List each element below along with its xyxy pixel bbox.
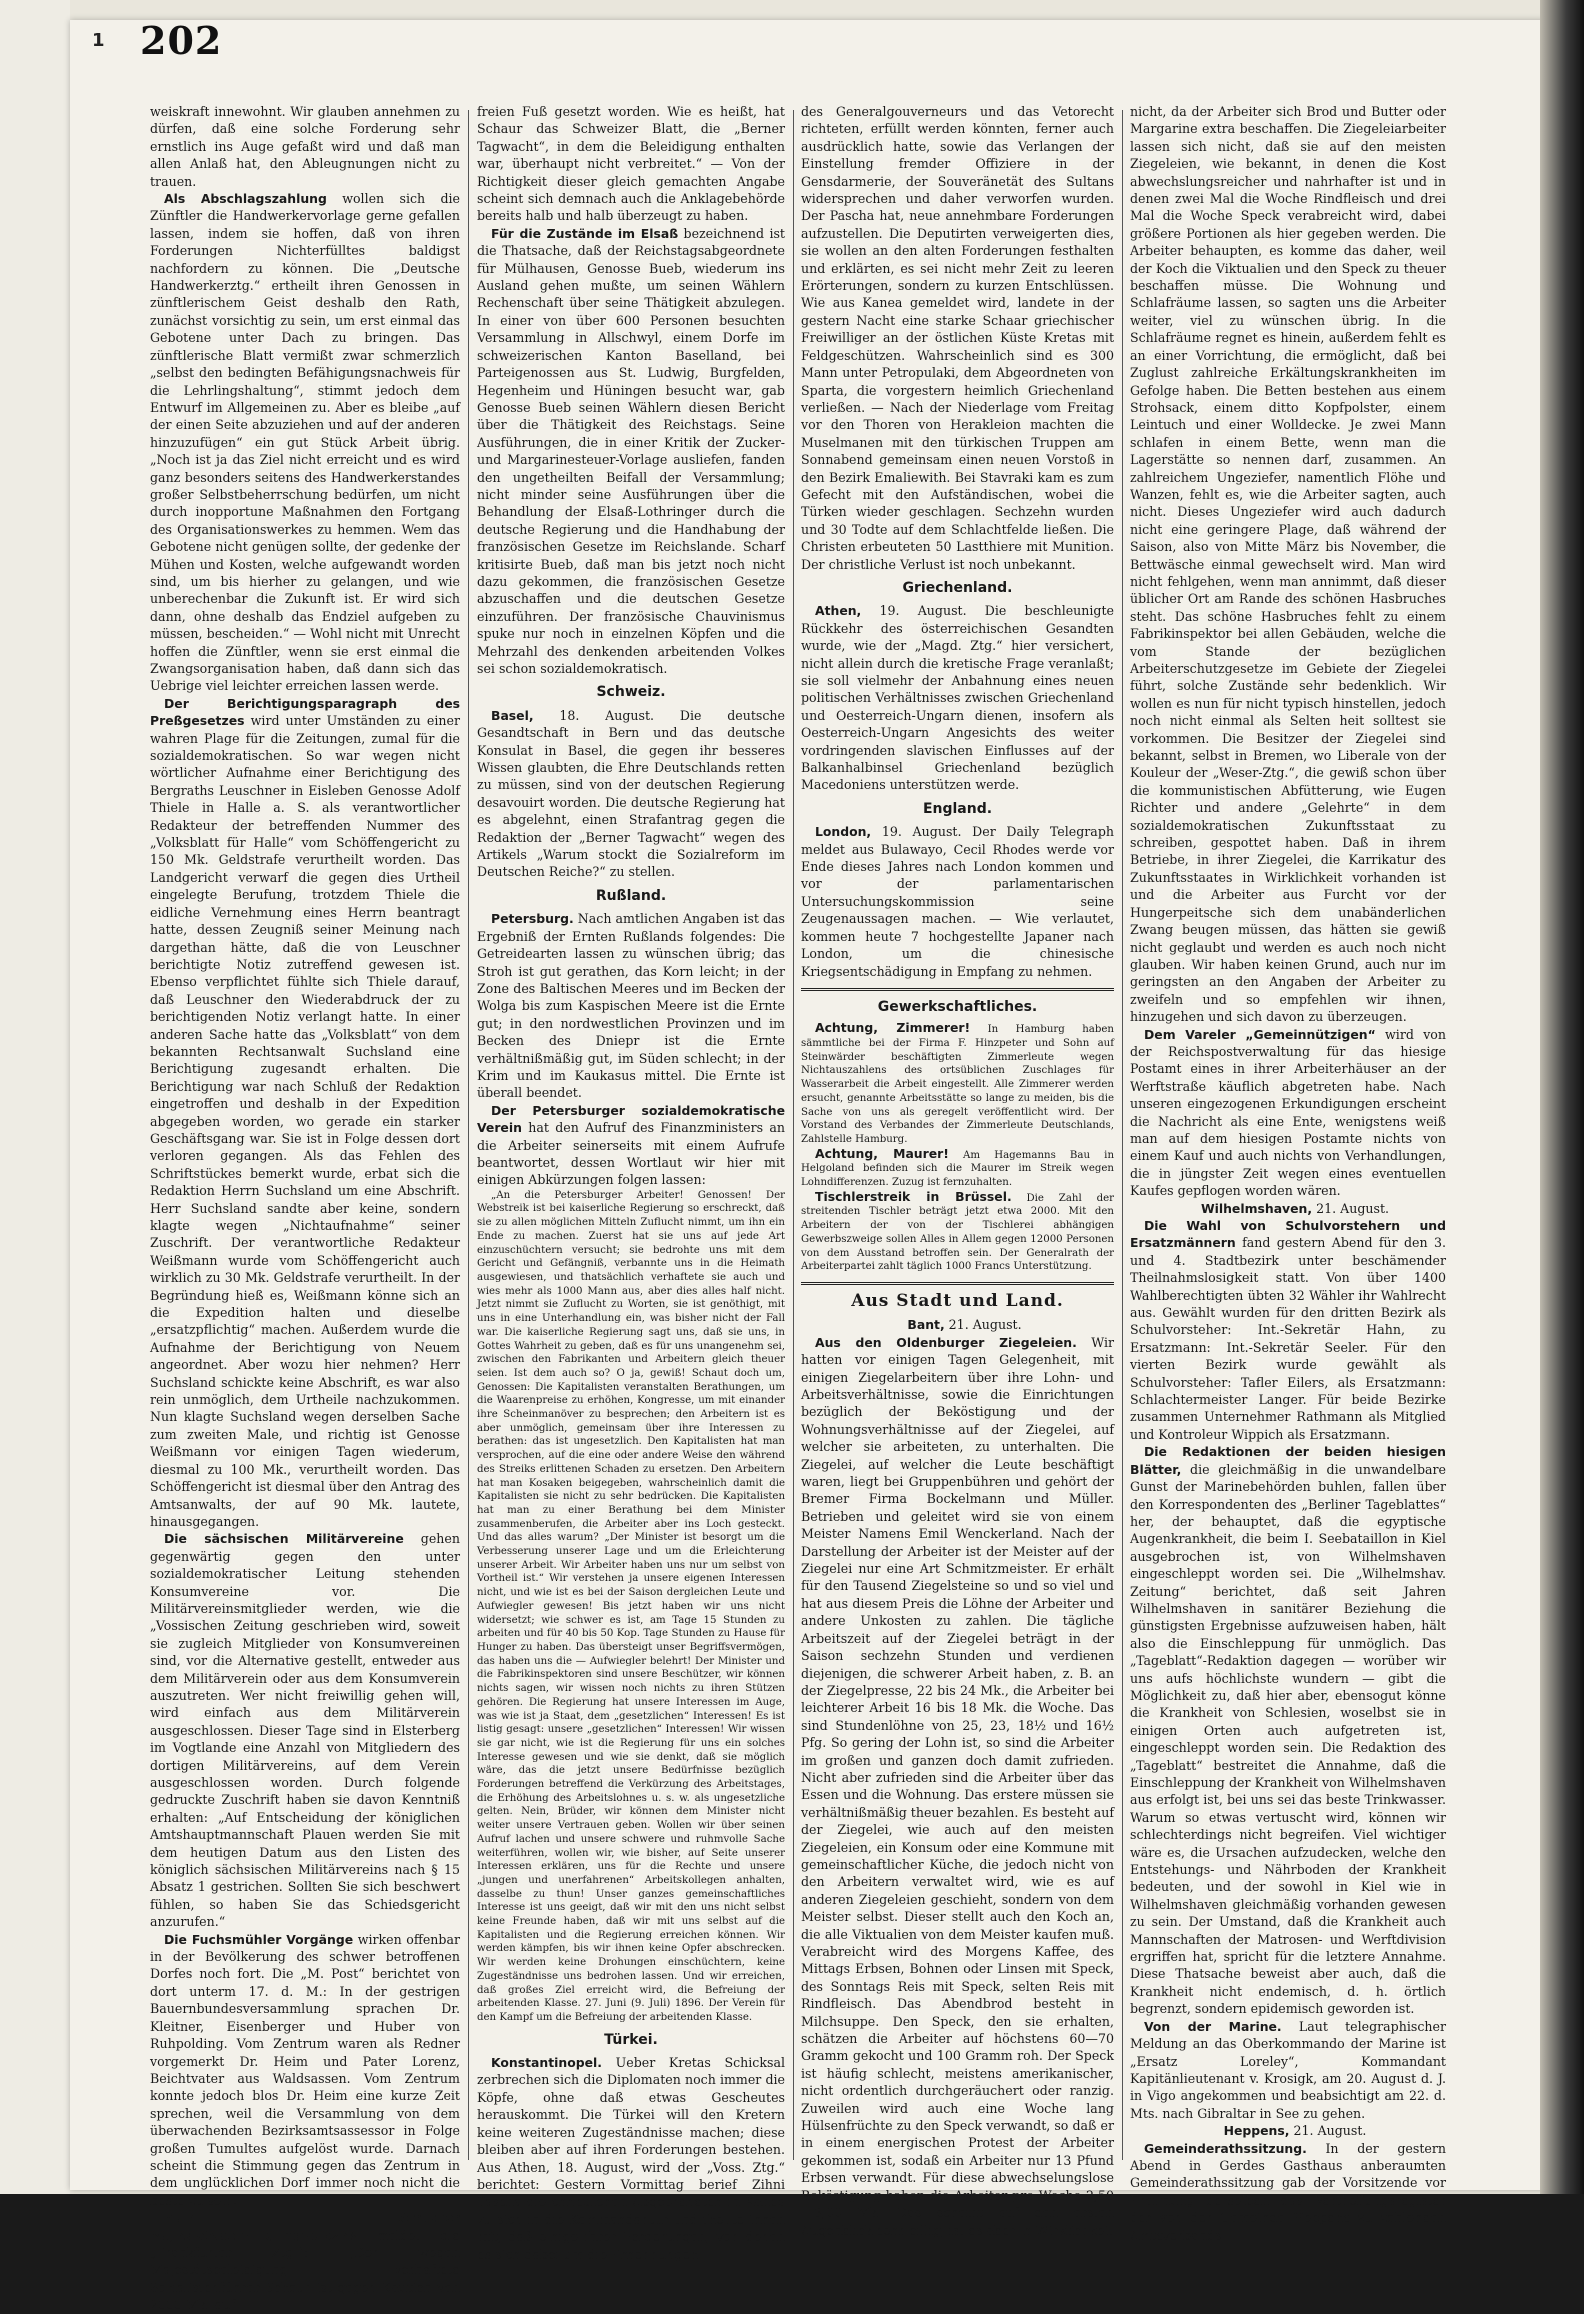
article-paragraph: [1130, 2018, 1446, 2122]
article-text: 18. August. Die deutsche Gesandtschaft in Bern und das deutsche Konsulat in Basel, die gegen ihr besseres Wissen glaubten, die Ehre Deutschlands retten zu müssen, sind von der deutschen Regierung desavouirt worden. Die deutsche Regierung hat es abgelehnt, einen Strafantrag gegen die Redaktion der „Berner Tagwacht“ wegen des Artikels „Warum stockt die Sozialreform im Deutschen Reiche?“ zu stellen.: [477, 707, 785, 880]
article-text: 19. August. Die beschleunigte Rückkehr des österreichischen Gesandten wurde, wie der „Magd. Ztg.“ hier versichert, nicht allein durch die kretische Frage veranlaßt; sie soll vielmehr der Anbahnung eines neuen politischen Verhältnisses zwischen Griechenland und Oesterreich-Ungarn dienen, insofern als Oesterreich-Ungarn Angesichts des weiter vordringenden slavischen Einflusses auf der Balkanhalbinsel Griechenland bezüglich Macedoniens unterstützen werde.: [801, 603, 1114, 793]
notice-lead: Achtung, Maurer!: [815, 1145, 949, 1161]
dateline-date: 21. August.: [1316, 1200, 1390, 1216]
dateline: [1130, 1200, 1446, 1217]
dateline-place: Wilhelmshaven,: [1200, 1200, 1313, 1216]
column-rule: [1122, 110, 1123, 2160]
notice-text: Am Hagemanns Bau in Helgoland befinden sich die Maurer im Streik wegen Lohndifferenzen. Zuzug ist fernzuhalten.: [801, 1149, 1115, 1189]
article-text: Laut telegraphischer Meldung an das Oberkommando der Marine ist „Ersatz Loreley“, Kommandant Kapitänlieutenant v. Krosigk, am 20. August d. J. in Vigo angekommen und beabsichtigt am 22. d. Mts. nach Gibraltar in See zu gehen.: [1130, 2018, 1446, 2121]
dateline-date: 21. August.: [1293, 2123, 1367, 2139]
article-text: Nach amtlichen Angaben ist das Ergebniß der Ernten Rußlands folgendes: Die Getreidearten lassen zu wünschen übrig; das Stroh ist gut gerathen, das Korn leicht; in der Zone des Baltischen Meeres und im Becken der Wolga bis zum Kaspischen Meere ist die Ernte gut; in den nordwestlichen Provinzen und im Becken des Dniepr ist die Ernte verhältnißmäßig gut, im Süden schlecht; in der Krim und im Kaukasus mittel. Die Ernte ist überall beendet.: [477, 911, 785, 1101]
section-heading-griechenland: Griechenland.: [902, 579, 1013, 596]
section-heading-schweiz: Schweiz.: [596, 684, 666, 701]
article-lead: Die Redaktionen der beiden hiesigen Blätter,: [1130, 1444, 1446, 1477]
article-text: hat den Aufruf des Finanzministers an die Arbeiter seinerseits mit einem Aufrufe beantwortet, dessen Wortlaut wir hier mit einigen Abkürzungen folgen lassen:: [477, 1120, 785, 1188]
section-heading-stadt-und-land: Aus Stadt und Land.: [851, 1290, 1064, 1311]
article-paragraph: [477, 2054, 785, 2263]
dateline-place: Heppens,: [1223, 2123, 1290, 2139]
scan-dark-edge: [1540, 0, 1584, 2194]
article-text: wird von der Reichspostverwaltung für das hiesige Postamt eines in ihrer Arbeiterhäuser an der Werftstraße käuflich abgetreten habe. Nach unseren eingezogenen Erkundigungen erscheint die Nachricht als eine Ente, wenigstens weiß man auf dem hiesigen Postamte nichts von einem Kauf und auch nichts von Verhandlungen, die in jüngster Zeit wegen eines eventuellen Kaufes gepflogen worden wären.: [1130, 1026, 1447, 1199]
article-lead: Die sächsischen Militärvereine: [164, 1531, 404, 1547]
column-rule: [793, 110, 794, 2160]
notice-lead: Achtung, Zimmerer!: [815, 1020, 971, 1036]
article-text: wird unter Umständen zu einer wahren Plage für die Zeitungen, zumal für die sozialdemokratischen. So war wegen nicht wörtlicher Aufnahme einer Berichtigung des Bergraths Leuschner in Eisleben Genosse Adolf Thiele in Halle a. S. als verantwortlicher Redakteur der betreffenden Nummer des „Volksblatt für Halle“ vom Schöffengericht zu 150 Mk. Geldstrafe verurtheilt worden. Das Landgericht verwarf die gegen dies Urtheil eingelegte Berufung, trotzdem Thiele die eidliche Vernehmung eines Herrn beantragt hatte, dessen Zeugniß seiner Meinung nach dargethan hätte, daß die von Leuschner berichtigte Notiz zutreffend gewesen ist. Ebenso verpflichtet fühlte sich Thiele darauf, daß Leuschner den Wiederabdruck der zu berichtigenden Notiz verlangt hatte. In einer anderen Sache hatte das „Volksblatt“ von dem bekannten Rechtsanwalt Suchsland eine Berichtigung zugesandt erhalten. Die Berichtigung war nach Schluß der Redaktion eingetroffen und deshalb in der Expedition abgegeben worden, wo gerade ein starker Geschäftsgang war. Sie ist in Folge dessen dort verloren gegangen. Als das Fehlen des Schriftstückes bemerkt wurde, erbat sich die Redaktion Herrn Suchsland um eine Abschrift. Herr Suchsland sandte aber keine, sondern klagte wegen „Nichtaufnahme“ seiner Zuschrift. Der verantwortliche Redakteur Weißmann wurde vom Schöffengericht auch wirklich zu 30 Mk. Geldstrafe verurtheilt. In der Begründung hieß es, Weißmann könne sich an die Expedition halten und dieselbe „ersatzpflichtig“ machen. Außerdem wurde die Aufnahme der Berichtigung von Neuem angeordnet. Aber wozu hier nehmen? Herr Suchsland schickte keine Abschrift, es war also rein unmöglich, dem Urtheile nachzukommen. Nun klagte Suchsland wegen derselben Sache zum zweiten Male, und richtig ist Genosse Weißmann vor einigen Tagen wiederum, diesmal zu 100 Mk., verurtheilt worden. Das Schöffengericht ist diesmal über den Antrag des Amtsanwalts, der auf 90 Mk. lautete, hinausgegangen.: [150, 713, 460, 1529]
article-lead: Von der Marine.: [1144, 2018, 1282, 2034]
notice-paragraph: [801, 1021, 1114, 1146]
column-3: [801, 103, 1115, 2238]
article-paragraph: [801, 823, 1114, 980]
article-paragraph: [477, 910, 785, 1101]
column-2: [477, 103, 785, 2262]
article-text: Wir hatten vor einigen Tagen Gelegenheit, mit einigen Ziegelarbeitern über ihre Lohn- und Arbeitsverhältnisse, sowie die Einrichtungen bezüglich der Beköstigung und der Wohnungsverhältnisse auf der Ziegelei, auf welcher sie arbeiteten, zu unterhalten. Die Ziegelei, auf welcher die Leute beschäftigt waren, liegt bei Gruppenbühren und gehört der Bremer Firma Bockelmann und Müller. Betrieben und geleitet wird sie von einem Meister Namens Emil Wenckerland. Nach der Darstellung der Arbeiter ist der Meister auf der Ziegelei nur eine Art Schmitzmeister. Er erhält für den Tausend Ziegelsteine so und so viel und hat aus diesem Preis die Löhne der Arbeiter und andere Unkosten zu zahlen. Die tägliche Arbeitszeit auf der Ziegelei beträgt in der Saison sechzehn Stunden und verdienen diejenigen, die schwerer Arbeit haben, z. B. an der Ziegelpresse, 22 bis 24 Mk., die Arbeiter bei leichterer Arbeit 16 bis 18 Mk. die Woche. Das sind Stundenlöhne von 25, 23, 18½ und 16½ Pfg. So gering der Lohn ist, so sind die Arbeiter im großen und ganzen doch damit zufrieden. Nicht aber zufrieden sind die Arbeiter über das Essen und die Wohnung. Das erstere müssen sie verhältnißmäßig theuer bezahlen. Es besteht auf der Ziegelei, wie auch auf den meisten Ziegeleien, ein Konsum oder eine Kommune mit gemeinschaftlicher Küche, die jedoch nicht von den Arbeitern verwaltet wird, wie es auf anderen Ziegeleien geschieht, sondern von dem Meister selbst. Dieser stellt auch den Koch an, die alle Viktualien von dem Meister kaufen muß. Verabreicht wird des Morgens Kaffee, des Mittags Erbsen, Bohnen oder Linsen mit Speck, des Sonntags Reis mit Speck, selten Reis mit Rindfleisch. Das Abendbrod besteht in Milchsuppe. Den Speck, den sie erhalten, schätzen die Arbeiter auf höchstens 60—70 Gramm gekocht und 100 Gramm roh. Der Speck ist häufig schlecht, meistens amerikanischer, nicht ordentlich durchgeräuchert oder ranzig. Zuweilen wird auch eine Woche lang Hülsenfrüchte zu den Speck verwandt, so daß er in einem energischen Protest der Arbeiter gekommen ist, sodaß ein Arbeiter nur 13 Pfund Erbsen verwandt. Für diese abwechselungslose Beköstigung haben die Arbeiter pro Woche 2,50—3,00 Mk. Das scheint auf den ersten Augenblick sehr billig, ist es aber in Wirklichkeit: [801, 1334, 1114, 2238]
section-heading-gewerkschaftliches: Gewerkschaftliches.: [877, 998, 1038, 1015]
section-heading-england: England.: [922, 800, 993, 817]
article-paragraph: [1130, 1443, 1446, 2017]
column-1: [150, 103, 461, 2313]
article-text: die gleichmäßig in die unwandelbare Gunst der Marinebehörden buhlen, fallen über den Korrespondenten des „Berliner Tageblattes“ her, der behauptet, daß die egyptische Augenkrankheit, die beim I. Seebataillon in Kiel ausgebrochen ist, von Wilhelmshaven eingeschleppt worden sei. Die „Wilhelmshav. Zeitung“ berichtet, daß seit Jahren Wilhelmshaven in sanitärer Beziehung die günstigsten Ergebnisse aufzuweisen haben, hält also die Einschleppung für unmöglich. Das „Tageblatt“-Redaktion dagegen — worüber wir uns aufs höchlichste wundern — gibt die Möglichkeit zu, daß hier aber, ebensogut könne die Krankheit von Schlesien, woselbst sie in einigen Orten auch aufgetreten ist, eingeschleppt worden sein. Die Redaktion des „Tageblatt“ bestreitet die Annahme, daß die Einschleppung der Krankheit von Wilhelmshaven aus erfolgt ist, bei uns sei das beste Trinkwasser. Warum so etwas vertuscht wird, können wir schlechterdings nicht begreifen. Viel wichtiger wäre es, die Ursachen aufzudecken, welche den Entstehungs- und Nährboden der Krankheit bedeuten, und der sowohl in Kiel wie in Wilhelmshaven gleichmäßig vorhanden gewesen zu sein. Der Umstand, daß die Krankheit auch Mannschaften der Matrosen- und Werftdivision ergriffen hat, spricht für die letztere Annahme. Diese Thatsache beweist aber auch, daß die Krankheit nicht endemisch, d. h. örtlich begrenzt, sondern epidemisch geworden ist.: [1130, 1461, 1446, 2017]
article-text: wollen sich die Zünftler die Handwerkervorlage gerne gefallen lassen, indem sie hoffen, daß von ihren Forderungen Nichterfülltes baldigst nachfordern zu können. Die „Deutsche Handwerkerztg.“ ertheilt ihren Genossen in zünftlerischem Geist deshalb den Rath, zunächst vorsichtig zu sein, um erst einmal das Gebotene unter Dach zu bringen. Das zünftlerische Blatt vermißt zwar schmerzlich „selbst den bedingten Befähigungsnachweis für die Lehrlingshaltung“, stimmt jedoch dem Entwurf im Allgemeinen zu. Aber es bleibe „auf der einen Seite abzuziehen und auf der anderen hinzuzufügen“ ein gut Stück Arbeit übrig. „Noch ist ja das Ziel nicht erreicht und es wird ganz besonders seitens des Handwerkerstandes großer Selbstbeherrschung bedürfen, um nicht durch inopportune Maßnahmen den Fortgang des Organisationswerkes zu hemmen. Wem das Gebotene nicht genügen sollte, der gedenke der Mühen und Kosten, welche aufgewandt worden sind, um bis hierher zu gelangen, und wie unberechenbar die Zukunft ist. Er wird sich dann, ohne deshalb das Endziel aufgeben zu müssen, bescheiden.“ — Wohl nicht mit Unrecht hoffen die Zünftler, wenn sie erst einmal die Zwangsorganisation haben, daß dann sich das Uebrige viel leichter erreichen lassen werde.: [150, 191, 461, 694]
article-paragraph: [1130, 2140, 1446, 2244]
article-lead: Der Petersburger sozialdemokratische Verein: [477, 1102, 785, 1136]
article-lead: Die Wahl von Schulvorstehern und Ersatzmännern: [1130, 1218, 1446, 1251]
dateline-place: Bant,: [907, 1317, 945, 1333]
article-paragraph: [477, 225, 785, 678]
article-text: In der gestern Abend in Gerdes Gasthaus anberaumten Gemeinderathssitzung gab der Vorsitzende vor Eröffnung derselben das Vertheilungsregister der von der Gemeinde Heppens zu zahlenden Amtsverbands-: [1130, 2140, 1446, 2243]
article-lead: Die Fuchsmühler Vorgänge: [164, 1931, 354, 1947]
article-lead: Gemeinderathssitzung.: [1144, 2140, 1307, 2156]
article-paragraph: des Generalgouverneurs und das Vetorecht richteten, erfüllt werden könnten, ferner auch ausdrücklich hatte, sowie das Verlangen der Einstellung fremder Offiziere in der Gensdarmerie, der Souveränetät des Sultans widersprechen und daher verworfen wurden. Der Pascha hat, neue annehmbare Forderungen aufzustellen. Die Deputirten verweigerten dies, sie wollen an den alten Forderungen festhalten und erklärten, es sei nicht mehr Zeit zu leeren Erörterungen, sondern zu kurzen Entschlüssen. Wie aus Kanea gemeldet wird, landete in der gestern Nacht eine starke Schaar griechischer Freiwilliger an der östlichen Küste Kretas mit Feldgeschützen. Wahrscheinlich sind es 300 Mann unter Petropulaki, dem Abgeordneten von Sparta, die vorgestern heimlich Griechenland verließen. — Nach der Niederlage vom Freitag vor den Thoren von Herakleion machten die Muselmanen mit den türkischen Truppen am Sonnabend gemeinsam einen neuen Vorstoß in den Bezirk Emaliewith. Bei Stavraki kam es zum Gefecht mit den Aufständischen, wobei die Türken wieder geschlagen. Sechzehn wurden und 30 Todte auf dem Schlachtfelde ließen. Die Christen erbeuteten 50 Lastthiere mit Munition. Der christliche Verlust ist noch unbekannt.: [801, 104, 1114, 572]
page-number: 202: [140, 18, 223, 63]
scan-left-margin: [0, 0, 70, 2194]
article-lead: Als Abschlagszahlung: [164, 191, 327, 207]
article-text: gehen gegenwärtig gegen den unter sozialdemokratischer Leitung stehenden Konsumvereine vor. Die Militärvereinsmitglieder werden, wie die „Vossischen Zeitung geschrieben wird, soweit sie zugleich Mitglieder von Konsumvereinen sind, vor die Alternative gestellt, entweder aus dem Militärverein oder aus dem Konsumverein auszutreten. Wer nicht freiwillig gehen will, wird einfach aus dem Militärverein ausgeschlossen. Dieser Tage sind in Elsterberg im Vogtlande eine Anzahl von Mitgliedern des dortigen Militärvereins, auf dem Verein ausgeschlossen worden. Durch folgende gedruckte Zuschrift haben sie davon Kenntniß erhalten: „Auf Entscheidung der königlichen Amtshauptmannschaft Plauen werden Sie mit dem heutigen Datum aus den Listen des königlich sächsischen Militärvereins nach § 15 Absatz 1 gestrichen. Sollten Sie sich beschwert fühlen, so haben Sie das Schiedsgericht anzurufen.“: [150, 1531, 460, 1930]
article-text: fand gestern Abend für den 3. und 4. Stadtbezirk unter beschämender Theilnahmslosigkeit statt. Von über 1400 Wahlberechtigten übten 32 Wähler ihr Wahlrecht aus. Gewählt wurden für den dritten Bezirk als Schulvorsteher: Int.-Sekretär Hahn, zu Ersatzmann: Int.-Sekretär Seeler. Für den vierten Bezirk wurde gewählt als Schulvorsteher: Tafler Eilers, als Ersatzmann: Schlachtermeister Langer. Für beide Bezirke zusammen Unternehmer Rathmann als Mitglied und Kontroleur Wippich als Ersatzmann.: [1130, 1235, 1446, 1442]
article-paragraph: freien Fuß gesetzt worden. Wie es heißt, hat Schaur das Schweizer Blatt, die „Berner Tagwacht“, in dem die Beleidigung enthalten war, überhaupt nicht verbreitet.“ — Von der Richtigkeit dieser gleich gemachten Angabe scheint sich demnach auch die Anklagebehörde bereits halb und halb überzeugt zu haben.: [477, 104, 785, 224]
article-lead: London,: [815, 824, 872, 840]
notice-text: In Hamburg haben sämmtliche bei der Firma F. Hinzpeter und Sohn auf Steinwärder beschäftigten Zimmerleute wegen Nichtauszahlens des ortsüblichen Zuschlages für Wasserarbeit die Arbeit eingestellt. Alle Zimmerer werden ersucht, genannte Arbeitsstätte so lange zu meiden, bis die Sache von uns als geregelt veröffentlicht wird. Der Vorstand des Verbandes der Zimmerleute Deutschlands, Zahlstelle Hamburg.: [801, 1024, 1114, 1145]
article-paragraph: [150, 1931, 460, 2210]
article-text: Ueber Kretas Schicksal zerbrechen sich die Diplomaten noch immer die Köpfe, ohne daß etwas Gescheutes herauskommt. Die Türkei will den Kretern keine weiteren Zugeständnisse machen; diese bleiben aber auf ihren Forderungen bestehen. Aus Athen, 18. August, wird der „Voss. Ztg.“ berichtet: Gestern Vormittag berief Zihni Pascha die christlichen Abgeordneten in Kanea zu sich in die Kommandantur und theilte ihnen mit, daß einige ihrer Forderungen, von denen es sich dabei um die Ernennungen: [477, 2055, 785, 2262]
article-lead: Der Berichtigungsparagraph des Preßgesetzes: [150, 695, 460, 729]
article-paragraph: [150, 2209, 460, 2313]
article-lead: Petersburg.: [491, 911, 574, 927]
article-lead: Für die Zustände im Elsaß: [491, 225, 679, 241]
article-text: 19. August. Der Daily Telegraph meldet aus Bulawayo, Cecil Rhodes werde vor Ende dieses Jahres nach London kommen und vor der parlamentarischen Untersuchungskommission seine Zeugenaussagen machen. — Wie verlautet, kommen heute 7 hochgestellte Japaner nach London, um die chinesische Kriegsentschädigung in Empfang zu nehmen.: [801, 824, 1114, 979]
article-text: meldet die „Frankfurter Ztg.“: „Der wegen Majestätsbeleidigung verhaftete Sozialistenführer Schaur ist gegen Kaution von 2000 Mk. auf: [150, 2227, 460, 2313]
column-rule: [468, 110, 469, 2160]
article-paragraph: [150, 695, 460, 1531]
article-paragraph: nicht, da der Arbeiter sich Brod und Butter oder Margarine extra beschaffen. Die Ziegeleiarbeiter lassen sich nicht, daß sie auf den meisten Ziegeleien, wie bekannt, in denen die Kost abwechslungsreicher und nahrhafter ist und in denen zwei Mal die Woche Rindfleisch und drei Mal die Woche Speck verabreicht wird, dabei größere Portionen als hier gegeben werden. Die Arbeiter behaupten, es komme das daher, weil der Koch die Viktualien und den Speck zu theuer beschaffen müsse. Die Wohnung und Schlafräume lassen, so sagten uns die Arbeiter weiter, viel zu wünschen übrig. In die Schlafräume regnet es hinein, außerdem fehlt es an einer Vorrichtung, die ermöglicht, daß bei Zuglust zahlreiche Erkältungskrankheiten im Gefolge haben. Die Betten bestehen aus einem Strohsack, einem ditto Kopfpolster, einem Leintuch und einer Wolldecke. Je zwei Mann schlafen in einem Bette, wenn man die Lagerstätte so nennen darf, zusammen. An zahlreichem Ungeziefer, namentlich Flöhe und Wanzen, fehlt es, wie die Arbeiter sagten, auch nicht. Dieses Ungeziefer wird auch dadurch nicht eine geringere Plage, daß während der Saison, also von Mitte März bis November, die Bettwäsche einmal gewechselt wird. Man wird nicht fehlgehen, wenn man annimmt, daß dieser üblicher Ort am Rande des schönen Hasbruches steht. Das schöne Hasbruches fehlt zu einem Fabrikinspektor bei allen Gebäuden, welche die vom Stande der bezüglichen Arbeiterschutzgesetze im Gebiete der Ziegelei führt, solche Zustände sehr bedenklich. Wir wollen es nun für nicht typisch hinstellen, jedoch noch nicht einmal als Selten heit solltest sie vorkommen. Die Besitzer der Ziegelei sind bekannt, selbst in Bremen, wo Liberale von der Kouleur der „Weser-Ztg.“, die gewiß schon über die kommunistischen Abfütterung, wie Eugen Richter und andere „Gelehrte“ in dem sozialdemokratischen Zukunftsstaat zu schreiben, gespottet haben. Daß in ihrem Betriebe, in ihrer Ziegelei, die Karrikatur des Zukunftsstaates in Wirklichkeit vorhanden ist und die Arbeiter aus Furcht vor der Hungerpeitsche sich dem unabänderlichen Zwang beugen müssen, das hätten sie gewiß nicht geglaubt und werden es auch noch nicht glauben. Wir haben keinen Grund, auch nur im geringsten an den Angaben der Arbeiter zu zweifeln und so empfehlen wir ihnen, hinzugehen und sich davon zu überzeugen.: [1130, 104, 1446, 1025]
article-lead: Dem Vareler „Gemeinnützigen“: [1144, 1026, 1376, 1042]
notice-paragraph: [801, 1190, 1114, 1274]
article-lead: Zum Lörracher Majestätsbeleidigungsprozeß: [150, 2210, 460, 2243]
notice-text: Die Zahl der streitenden Tischler beträgt jetzt etwa 2000. Mit den Arbeitern der von der Tischlerei abhängigen Gewerbszweige sollen Alles in Allem gegen 12000 Personen von dem Ausstand betroffen sein. Der Generalrath der Arbeiterpartei zahlt täglich 1000 Francs Unterstützung.: [801, 1192, 1114, 1273]
section-rule: [801, 1282, 1114, 1285]
article-paragraph: [150, 1530, 460, 1930]
section-rule: [801, 988, 1114, 991]
section-heading-tuerkei: Türkei.: [604, 2031, 658, 2048]
article-lead: Athen,: [815, 603, 862, 619]
dateline: [801, 1316, 1114, 1333]
article-paragraph: [477, 707, 785, 881]
column-4: [1130, 103, 1447, 2243]
article-paragraph: [150, 190, 460, 695]
dateline: [1130, 2122, 1446, 2139]
article-paragraph: [801, 602, 1114, 793]
quoted-appeal: „An die Petersburger Arbeiter! Genossen! Der Webstreik ist bei kaiserliche Regierung so erschreckt, daß sie zu allen möglichen Mitteln Zuflucht nimmt, um ihn ein Ende zu machen. Zuerst hat sie uns auf jede Art einzuschüchtern versucht; sie bedrohte uns mit dem Gericht und Gefängniß, verbannte uns in die Heimath ausgewiesen, und thatsächlich verhaftete sie auch und wies mehr als 1000 Mann aus, aber dies alles half nicht. Jetzt nimmt sie Zuflucht zu Worten, sie ist genöthigt, mit uns in eine Unterhandlung ein, was bisher nicht der Fall war. Die kaiserliche Regierung sagt uns, daß sie uns, in Gottes Wahrheit zu geben, daß es für uns unangenehm sei, zwischen den Fabrikanten und Arbeitern gleich theuer seien. Ist dem auch so? O ja, gewiß! Schaut doch um, Genossen: Die Kapitalisten veranstalten Berathungen, um die Waarenpreise zu erhöhen, Kongresse, um mit einander ihre Scheinmanöver zu besprechen; den Arbeitern ist es aber unmöglich, gemeinsam über ihre Interessen zu berathen: das ist ungesetzlich. Den Kapitalisten hat man versprochen, auf die eine oder andere Weise den während des Streiks erlittenen Schaden zu ersetzen. Den Arbeitern hat man Kosaken beigegeben, wahrscheinlich damit die Kapitalisten sie nicht zu sehr bedrücken. Die Kapitalisten hat man zu einer Berathung bei dem Minister zusammenberufen, die Arbeiter aber ins Loch gesteckt. Und das alles warum? „Der Minister ist besorgt um die Verbesserung unserer Lage und um die Erleichterung unserer Arbeit. Wir Arbeiter haben uns nur um selbst von Vortheil ist.“ Wir verstehen ja unsere eigenen Interessen nicht, und wie ist es bei der Saison dergleichen Leute und Aufwiegler gewesen! Bis jetzt haben wir uns nicht widersetzt; wie schwer es ist, am Tage 15 Stunden zu arbeiten und für 40 bis 50 Kop. Tage Stunden zu Hause für Hunger zu haben. Das übersteigt unser Begriffsvermögen, das haben uns die — Aufwiegler belehrt! Der Minister und die Fabrikinspektoren sind unsere Beschützer, wir können nichts sagen, wir wissen noch nichts zu ihren Stützen gehören. Die Regierung hat unsere Interessen im Auge, was wie ist ja Staat, dem „gesetzlichen“ Interessen! Es ist listig gesagt: unsere „gesetzlichen“ Interessen! Wir wissen sie gar nicht, wie ist die Regierung für uns ein solches Interesse gewesen und wie sie denkt, daß sie möglich wäre, das die jetzt unsere Bedürfnisse bezüglich Forderungen betreffend die Verkürzung des Arbeitstages, die Erhöhung des Arbeitslohnes u. s. w. als ungesetzliche gelten. Nein, Brüder, wir können dem Minister nicht weiter unsere Vertrauen geben. Wollen wir über seinen Aufruf lachen und unsere schwere und ruhmvolle Sache weiterführen, wollen wir, wie bisher, auf Seite unserer Interessen erklären, uns für die Rechte und unsere „jungen und unerfahrenen“ Arbeitskollegen anhalten, dasselbe zu thun! Unser ganzes gemeinschaftliches Interesse ist uns geeigt, daß wir mit den uns nicht selbst keine Freunde haben, daß wir mit uns selbst auf die Kapitalisten und die Regierung erreichen können. Wir werden kämpfen, bis wir ihnen keine Opfer abschrecken. Wir werden keine Drohungen einschüchtern, keine Zugeständnisse uns bedrohen lassen. Und wir erreichen, daß großes Ziel erreicht wird, die Befreiung der arbeitenden Klasse. 27. Juni (9. Juli) 1896. Der Verein für den Kampf um die Befreiung der arbeitenden Klasse.: [477, 1189, 785, 2023]
article-paragraph: weiskraft innewohnt. Wir glauben annehmen zu dürfen, daß eine solche Forderung sehr ernstlich ins Auge gefaßt wird und daß man allen Anlaß hat, den Ableugnungen nicht zu trauen.: [150, 104, 460, 189]
margin-mark: 1: [92, 30, 105, 51]
dateline-date: 21. August.: [948, 1317, 1022, 1333]
article-lead: Basel,: [491, 707, 534, 723]
notice-lead: Tischlerstreik in Brüssel.: [815, 1188, 1012, 1204]
notice-paragraph: [801, 1147, 1114, 1190]
article-lead: Aus den Oldenburger Ziegeleien.: [815, 1334, 1077, 1350]
article-paragraph: [801, 1334, 1114, 2239]
article-paragraph: [1130, 1026, 1446, 1200]
article-paragraph: [1130, 1217, 1446, 1443]
section-heading-russland: Rußland.: [595, 887, 667, 904]
article-text: bezeichnend ist die Thatsache, daß der Reichstagsabgeordnete für Mülhausen, Genosse Bueb, wiederum ins Ausland gehen mußte, um seinen Wählern Rechenschaft über seine Thätigkeit abzulegen. In einer von über 600 Personen besuchten Versammlung in Allschwyl, einem Dorfe im schweizerischen Kanton Baselland, bei Parteigenossen aus St. Ludwig, Burgfelden, Hegenheim und Hüningen besucht war, gab Genosse Bueb seinen Wählern diesen Bericht über die Thätigkeit des Reichstags. Seine Ausführungen, die in einer Kritik der Zucker- und Margarinesteuer-Vorlage ausliefen, fanden den ungetheilten Beifall der Versammlung; nicht minder seine Ausführungen über die Behandlung der Elsaß-Lothringer durch die deutsche Regierung und die Handhabung der französischen Gesetze im Reichslande. Scharf kritisirte Bueb, daß man bis jetzt noch nicht dazu gekommen, die französischen Gesetze abzuschaffen und die deutschen Gesetze einzuführen. Der französische Chauvinismus spuke nur noch in einzelnen Köpfen und die Mehrzahl des denkenden arbeitenden Volkes sei schon sozialdemokratisch.: [477, 225, 785, 676]
article-text: wirken offenbar in der Bevölkerung des schwer betroffenen Dorfes noch fort. Die „M. Post“ berichtet von dort unterm 17. d. M.: In der gestrigen Bauernbundesversammlung sprachen Dr. Kleitner, Eisenberger und Huber von Ruhpolding. Vom Zentrum waren als Redner vorgemerkt Dr. Heim und Pater Lorenz, Beichtvater aus Waldsassen. Vom Zentrum konnte jedoch blos Dr. Heim eine kurze Zeit sprechen, weil die Versammlung von dem überwachenden Bezirksamtsassessor in Folge großen Tumultes aufgelöst wurde. Darnach scheint die Stimmung gegen das Zentrum in dem unglücklichen Dorf immer noch nicht die beste zu sein.: [150, 1931, 460, 2208]
article-lead: Konstantinopel.: [491, 2055, 602, 2071]
article-paragraph: [477, 1102, 785, 1189]
